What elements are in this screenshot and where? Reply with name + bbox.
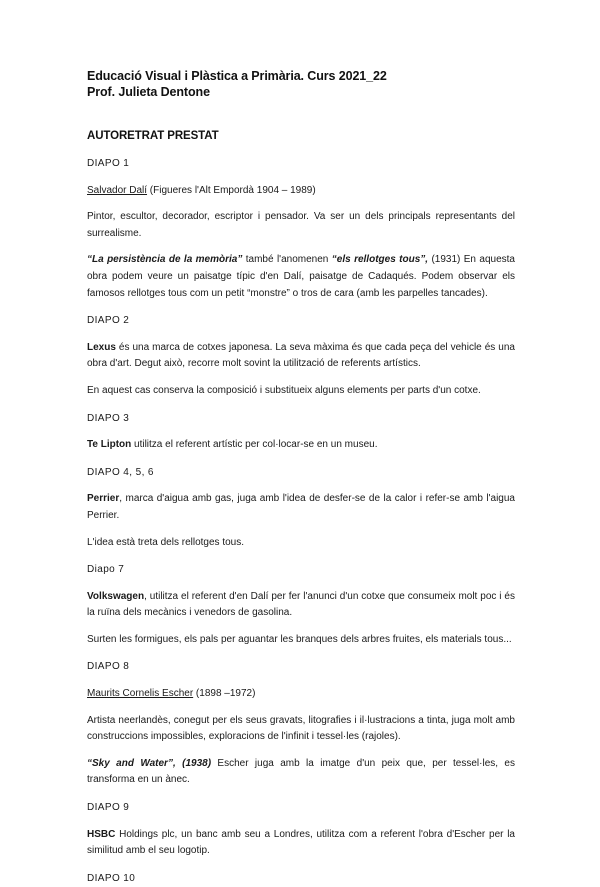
diapo-2-label: DIAPO 2 (87, 315, 130, 327)
diapo-1-artist (87, 183, 515, 200)
volkswagen-text: , utilitza el referent d'en Dalí per fer l'anunci d'un cotxe que consumeix molt poc i és la ruïna dels mecànics i venedors de gasolina. (87, 590, 515, 619)
document-page (87, 68, 515, 887)
diapo-456-text2: L'idea està treta dels rellotges tous. (87, 536, 245, 548)
brand-lipton: Te Lipton (87, 439, 132, 451)
brand-volkswagen: Volkswagen (87, 590, 145, 602)
lexus-text: és una marca de cotxes japonesa. La seva màxima és que cada peça del vehicle és una obra d'art. Degut això, recorre molt sovint la utilització de referents artístics. (87, 341, 515, 370)
lipton-text: utilitza el referent artístic per col·locar-se en un museu. (131, 439, 378, 451)
professor-name: Prof. Julieta Dentone (87, 85, 210, 99)
brand-perrier: Perrier (87, 493, 120, 505)
diapo-2-text (87, 340, 515, 373)
diapo-1-work (87, 252, 515, 302)
diapo-456-label: DIAPO 4, 5, 6 (87, 466, 154, 478)
diapo-8-bio: Artista neerlandès, conegut per els seus gravats, litografies i il·lustracions a tinta, juga molt amb construccions impossibles, exploracions de l'infinit i tessel·les (rajoles). (87, 714, 515, 743)
work-description: (1931) En aquesta obra podem veure un paisatge típic d'en Dalí, paisatge de Cadaqués. Podem observar els famosos rellotges tous com un petit “monstre” o tros de cara (amb les parpelles tancades). (87, 254, 515, 299)
diapo-8-label: DIAPO 8 (87, 661, 130, 673)
artist-name-dali: Salvador Dalí (87, 184, 148, 196)
diapo-8-work (87, 756, 515, 789)
diapo-9-label: DIAPO 9 (87, 802, 130, 814)
brand-hsbc: HSBC (87, 828, 116, 840)
perrier-text: , marca d'aigua amb gas, juga amb l'idea de desfer-se de la calor i refer-se amb l'aigua Perrier. (87, 493, 515, 521)
diapo-1-bio: Pintor, escultor, decorador, escriptor i pensador. Va ser un dels principals representants del surrealisme. (87, 211, 515, 239)
diapo-3-text (87, 437, 515, 454)
escher-work-description: Escher juga amb la imatge d'un peix que, per tessel·les, es transforma en un ànec. (87, 757, 515, 786)
work-alt-title: “els rellotges tous”, (331, 254, 429, 266)
diapo-9-text (87, 827, 515, 860)
diapo-7-label: Diapo 7 (87, 564, 125, 576)
work-mid-text: també l'anomenen (242, 254, 332, 266)
diapo-10-label: DIAPO 10 (87, 872, 136, 884)
work-title-persistencia: “La persistència de la memòria” (87, 254, 243, 266)
course-title: Educació Visual i Plàstica a Primària. Curs 2021_22 (87, 69, 387, 83)
artist-name-escher: Maurits Cornelis Escher (87, 688, 194, 700)
brand-lexus: Lexus (87, 341, 116, 353)
diapo-7-text2: Surten les formigues, els pals per aguantar les branques dels arbres fruites, els materials tous... (87, 633, 512, 645)
diapo-2-text2: En aquest cas conserva la composició i substitueix alguns elements per parts d'un cotxe. (87, 384, 481, 396)
diapo-7-text (87, 589, 515, 622)
hsbc-text: Holdings plc, un banc amb seu a Londres, utilitza com a referent l'obra d'Escher per la similitud amb el seu logotip. (87, 828, 515, 857)
diapo-456-text (87, 491, 515, 524)
artist-info-dali: (Figueres l'Alt Empordà 1904 – 1989) (147, 184, 316, 196)
section-title: AUTORETRAT PRESTAT (87, 130, 219, 142)
artist-info-escher: (1898 –1972) (193, 688, 256, 700)
work-title-sky-water: “Sky and Water”, (1938) (87, 757, 212, 769)
diapo-1-label: DIAPO 1 (87, 158, 130, 169)
diapo-3-label: DIAPO 3 (87, 412, 130, 424)
diapo-8-artist (87, 686, 515, 703)
